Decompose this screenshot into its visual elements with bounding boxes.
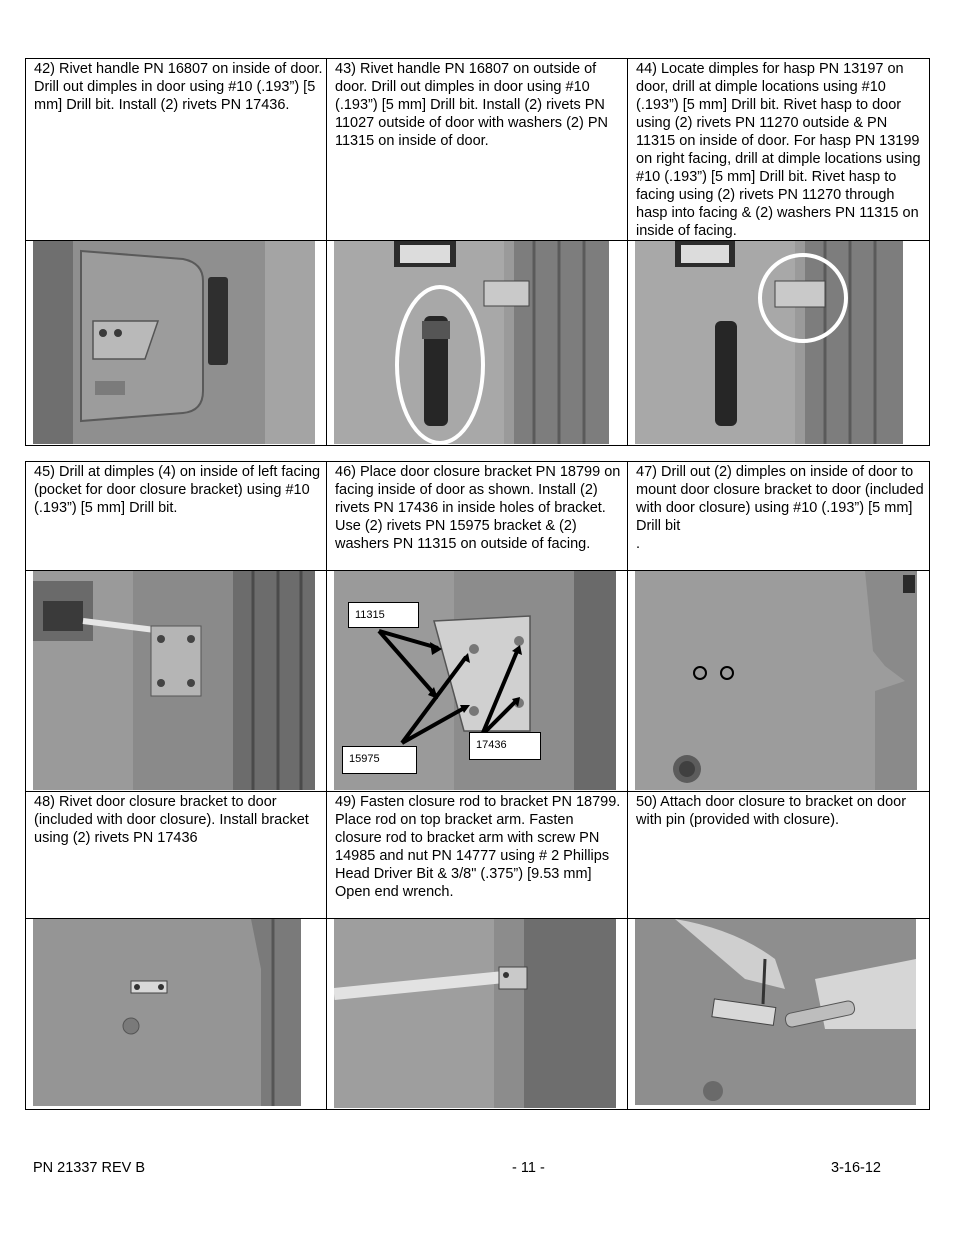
step-43-cell — [327, 59, 628, 241]
inside-door-image — [33, 241, 315, 444]
step-45-photo — [33, 571, 315, 790]
step-48-text: 48) Rivet door closure bracket to door (included with door closure). Install bracket using (2) rivets PN 17436 — [34, 794, 309, 846]
step-44-photo-cell — [628, 241, 930, 446]
step-49-text: 49) Fasten closure rod to bracket PN 18799. Place rod on top bracket arm. Fasten closure rod to bracket arm with screw PN 14985 and nut PN 14777 using # 2 Phillips Head Driver Bit & 3/8" (.375”) [9.53 mm] Open end wrench. — [335, 794, 621, 900]
footer-date: 3-16-12 — [831, 1160, 881, 1176]
step-47-photo-cell — [628, 571, 930, 792]
step-46-photo-cell — [327, 571, 628, 792]
step-42-photo-cell — [26, 241, 327, 446]
step-43-photo — [334, 241, 609, 444]
footer-left: PN 21337 REV B — [33, 1160, 146, 1176]
step-46-cell — [327, 462, 628, 571]
step-47-cell — [628, 462, 930, 571]
hasp-door-image — [635, 241, 903, 444]
step-49-photo — [334, 919, 616, 1108]
step-49-cell — [327, 792, 628, 919]
outside-door-image — [334, 241, 609, 444]
step-44-text: 44) Locate dimples for hasp PN 13197 on door, drill at dimple locations using #10 (.193”) [5 mm] Drill bit. Rivet hasp to door using (2) rivets PN 11270 outside & PN 11315 on inside of door. For hasp PN 13199 on right facing, drill at dimple locations using #10 (.193”) [5 mm] Drill bit. Rivet hasp to facing using (2) rivets PN 11270 through hasp into facing & (2) washers PN 11315 on inside of facing. — [636, 61, 921, 239]
step-50-photo — [635, 919, 916, 1105]
step-42-cell — [26, 59, 327, 241]
riveted-bracket-image — [33, 919, 301, 1106]
step-43-text: 43) Rivet handle PN 16807 on outside of door. Drill out dimples in door using #10 (.193”) [5 mm] Drill bit. Install (2) rivets PN 11027 outside of door with washers (2) PN 11315 on inside of door. — [335, 61, 608, 149]
step-46-photo — [334, 571, 616, 790]
drill-facing-image — [33, 571, 315, 790]
steps-table-1 — [25, 58, 930, 446]
footer-page-number: - 11 - — [512, 1160, 545, 1176]
step-42-photo — [33, 241, 315, 444]
step-48-photo-cell — [26, 919, 327, 1110]
attach-closure-image — [635, 919, 916, 1105]
step-46-text: 46) Place door closure bracket PN 18799 on facing inside of door as shown. Install (2) rivets PN 17436 in inside holes of bracket. Use (2) rivets PN 15975 bracket & (2) washers PN 11315 on outside of facing. — [335, 464, 621, 552]
step-43-photo-cell — [327, 241, 628, 446]
step-44-photo — [635, 241, 903, 444]
step-45-photo-cell — [26, 571, 327, 792]
step-47-photo — [635, 571, 917, 790]
step-48-cell — [26, 792, 327, 919]
steps-table-2 — [25, 461, 930, 1110]
inside-door-dimples-image — [635, 571, 917, 790]
step-48-photo — [33, 919, 301, 1106]
callout-label-11315: 11315 — [348, 602, 419, 628]
closure-rod-image — [334, 919, 616, 1108]
step-42-text: 42) Rivet handle PN 16807 on inside of door. Drill out dimples in door using #10 (.193”) [5 mm] Drill bit. Install (2) rivets PN 17436. — [34, 61, 323, 113]
callout-label-15975: 15975 — [342, 746, 417, 774]
step-49-photo-cell — [327, 919, 628, 1110]
callout-label-17436: 17436 — [469, 732, 541, 760]
step-45-cell — [26, 462, 327, 571]
step-47-text: 47) Drill out (2) dimples on inside of door to mount door closure bracket to door (included with door closure) using #10 (.193”) [5 mm] Drill bit . — [636, 464, 924, 552]
step-50-photo-cell — [628, 919, 930, 1110]
step-45-text: 45) Drill at dimples (4) on inside of left facing (pocket for door closure bracket) using #10 (.193”) [5 mm] Drill bit. — [34, 464, 321, 516]
step-50-text: 50) Attach door closure to bracket on door with pin (provided with closure). — [636, 794, 907, 828]
step-44-cell — [628, 59, 930, 241]
step-50-cell — [628, 792, 930, 919]
